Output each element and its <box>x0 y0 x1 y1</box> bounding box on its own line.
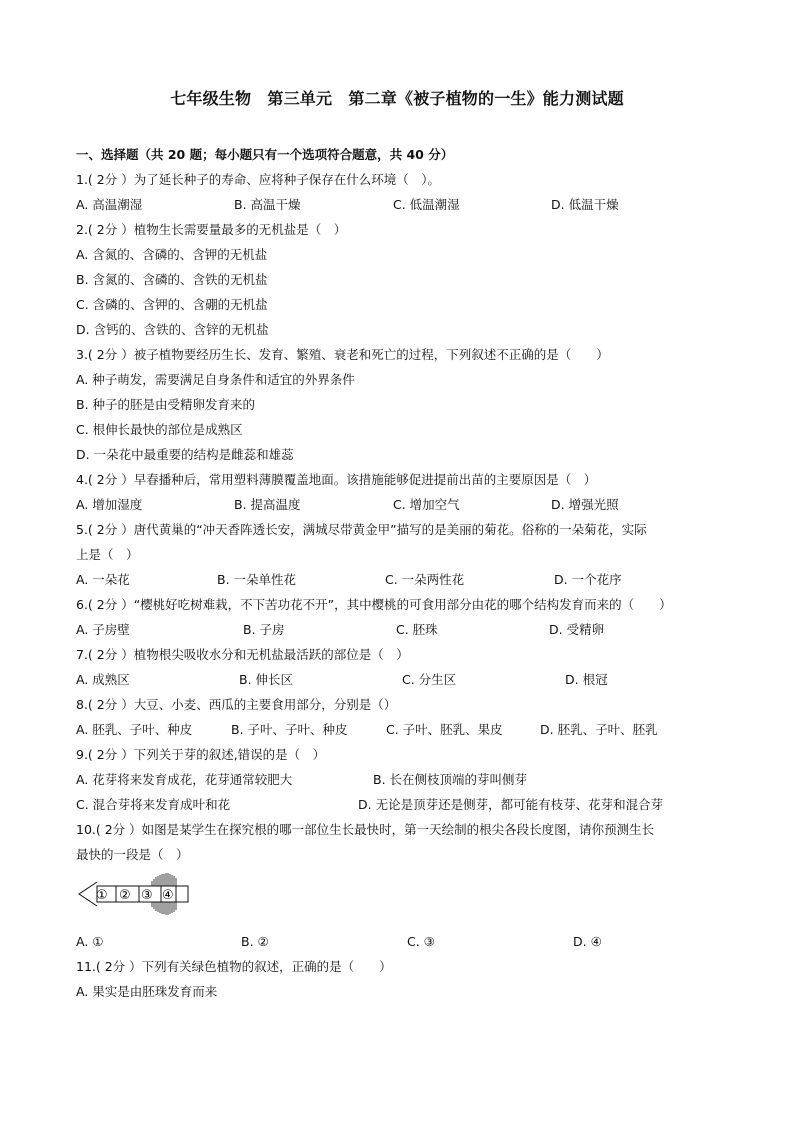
q1-option-c: C. 低温潮湿 <box>393 197 460 212</box>
q2-option-c: C. 含磷的、含钾的、含硼的无机盐 <box>76 297 268 312</box>
q6-option-c: C. 胚珠 <box>396 622 438 637</box>
q1-option-a: A. 高温潮湿 <box>76 197 143 212</box>
question-9-stem: 9.( 2分 ）下列关于芽的叙述,错误的是（ ） <box>76 747 326 762</box>
q2-option-a: A. 含氮的、含磷的、含钾的无机盐 <box>76 247 268 262</box>
q6-option-b: B. 子房 <box>243 622 285 637</box>
q7-option-a: A. 成熟区 <box>76 672 130 687</box>
q7-option-c: C. 分生区 <box>402 672 457 687</box>
question-7-stem: 7.( 2分 ）植物根尖吸收水分和无机盐最活跃的部位是（ ） <box>76 647 409 662</box>
q8-option-c: C. 子叶、胚乳、果皮 <box>386 722 503 737</box>
question-5-stem-cont: 上是（ ） <box>76 547 139 562</box>
page-title: 七年级生物 第三单元 第二章《被子植物的一生》能力测试题 <box>170 89 624 108</box>
segment-4-label: ④ <box>162 888 174 903</box>
q10-option-b: B. ② <box>241 934 269 949</box>
q9-option-b: B. 长在侧枝顶端的芽叫侧芽 <box>373 772 528 787</box>
q4-option-d: D. 增强光照 <box>551 497 619 512</box>
q5-option-b: B. 一朵单性花 <box>217 572 297 587</box>
q7-option-b: B. 伸长区 <box>239 672 294 687</box>
question-3-stem: 3.( 2分 ）被子植物要经历生长、发育、繁殖、衰老和死亡的过程，下列叙述不正确的是（ ） <box>76 347 609 362</box>
question-4-stem: 4.( 2分 ）早春播种后，常用塑料薄膜覆盖地面。该措施能够促进提前出苗的主要原因是（ ） <box>76 472 597 487</box>
question-6-stem: 6.( 2分 ）“樱桃好吃树难栽，不下苦功花不开”，其中樱桃的可食用部分由花的哪个结构发育而来的（ ） <box>76 597 672 612</box>
q5-option-c: C. 一朵两性花 <box>385 572 465 587</box>
question-10-stem: 10.( 2分 ）如图是某学生在探究根的哪一部位生长最快时，第一天绘制的根尖各段长度图，请你预测生长 <box>76 822 655 837</box>
segment-2-label: ② <box>119 888 131 903</box>
q10-option-a: A. ① <box>76 934 104 949</box>
question-8-stem: 8.( 2分 ）大豆、小麦、西瓜的主要食用部分，分别是（） <box>76 697 397 712</box>
q10-option-d: D. ④ <box>573 934 602 949</box>
q10-option-c: C. ③ <box>407 934 435 949</box>
q2-option-d: D. 含钙的、含铁的、含锌的无机盐 <box>76 322 269 337</box>
segment-tail-box <box>176 886 188 902</box>
q11-option-a: A. 果实是由胚珠发育而来 <box>76 984 218 999</box>
q3-option-d: D. 一朵花中最重要的结构是雌蕊和雄蕊 <box>76 447 294 462</box>
q8-option-a: A. 胚乳、子叶、种皮 <box>76 722 193 737</box>
segment-3-label: ③ <box>141 888 153 903</box>
q8-option-b: B. 子叶、子叶、种皮 <box>231 722 348 737</box>
q6-option-a: A. 子房壁 <box>76 622 130 637</box>
q1-option-d: D. 低温干燥 <box>551 197 619 212</box>
root-tip-diagram <box>76 872 196 930</box>
q6-option-d: D. 受精卵 <box>549 622 605 637</box>
question-10-stem-cont: 最快的一段是（ ） <box>76 847 189 862</box>
q3-option-b: B. 种子的胚是由受精卵发育来的 <box>76 397 256 412</box>
q1-option-b: B. 高温干燥 <box>234 197 301 212</box>
q4-option-b: B. 提高温度 <box>234 497 301 512</box>
segment-1-label: ① <box>96 888 108 903</box>
root-cap-outline <box>79 882 97 906</box>
question-1-stem: 1.( 2分 ）为了延长种子的寿命、应将种子保存在什么环境（ ）。 <box>76 172 440 187</box>
q7-option-d: D. 根冠 <box>565 672 608 687</box>
q9-option-a: A. 花芽将来发育成花，花芽通常较肥大 <box>76 772 293 787</box>
q2-option-b: B. 含氮的、含磷的、含铁的无机盐 <box>76 272 268 287</box>
q8-option-d: D. 胚乳、子叶、胚乳 <box>540 722 658 737</box>
q4-option-c: C. 增加空气 <box>393 497 460 512</box>
q5-option-d: D. 一个花序 <box>554 572 622 587</box>
q4-option-a: A. 增加湿度 <box>76 497 143 512</box>
question-2-stem: 2.( 2分 ）植物生长需要量最多的无机盐是（ ） <box>76 222 347 237</box>
q3-option-c: C. 根伸长最快的部位是成熟区 <box>76 422 243 437</box>
section-header: 一、选择题（共 20 题；每小题只有一个选项符合题意，共 40 分） <box>76 147 454 162</box>
question-11-stem: 11.( 2分 ）下列有关绿色植物的叙述，正确的是（ ） <box>76 959 392 974</box>
q3-option-a: A. 种子萌发，需要满足自身条件和适宜的外界条件 <box>76 372 355 387</box>
q9-option-c: C. 混合芽将来发育成叶和花 <box>76 797 231 812</box>
q9-option-d: D. 无论是顶芽还是侧芽，都可能有枝芽、花芽和混合芽 <box>358 797 664 812</box>
question-5-stem: 5.( 2分 ）唐代黄巢的“冲天香阵透长安，满城尽带黄金甲”描写的是美丽的菊花。俗称的一朵菊花，实际 <box>76 522 647 537</box>
q5-option-a: A. 一朵花 <box>76 572 130 587</box>
